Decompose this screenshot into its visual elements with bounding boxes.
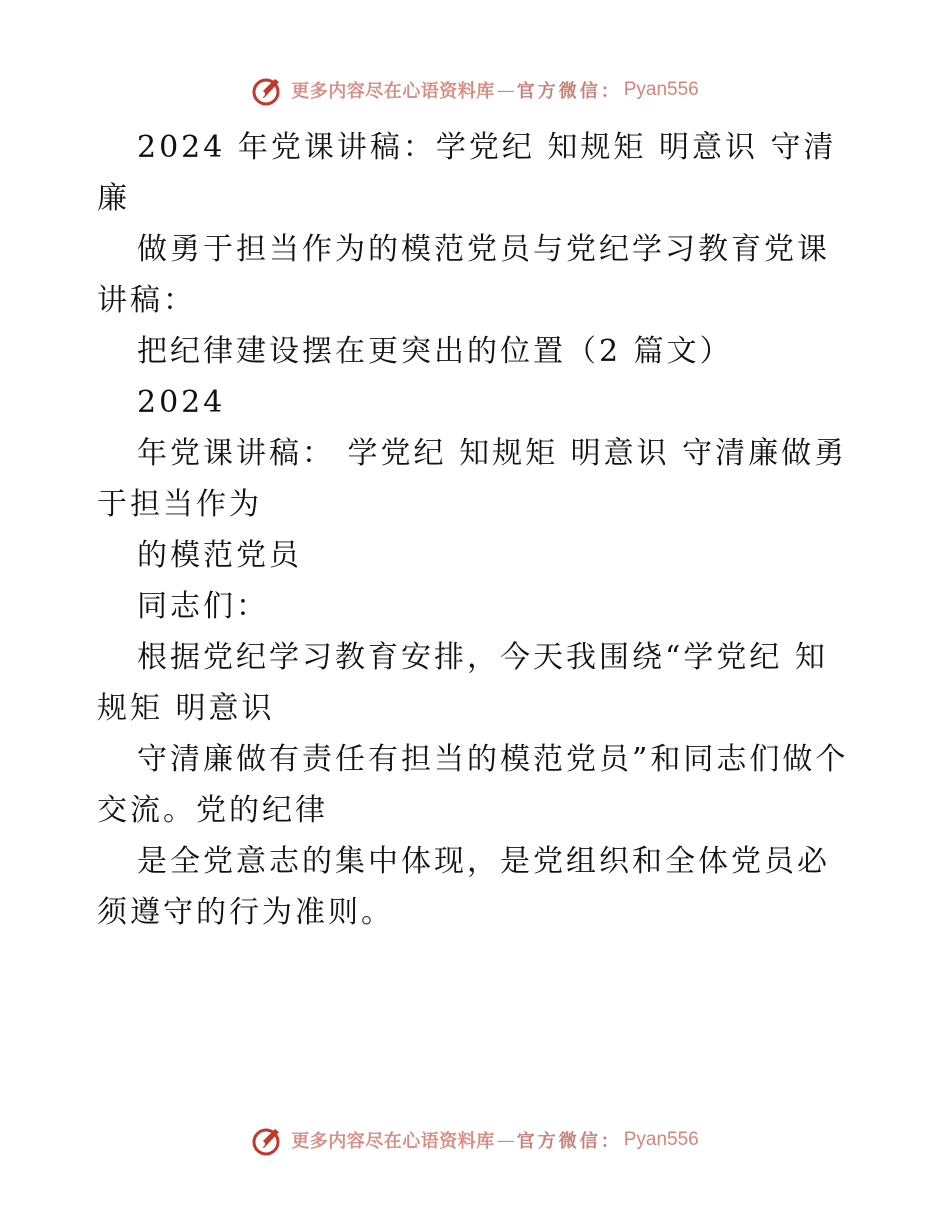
document-body (97, 122, 857, 938)
doc-title-paragraph: 2024 年党课讲稿：学党纪 知规矩 明意识 守清廉 (97, 130, 837, 216)
watermark-brand-text: 更多内容尽在心语资料库 (291, 1131, 495, 1152)
watermark-dash: — (496, 79, 515, 101)
footer-watermark-banner (0, 1120, 950, 1160)
watermark-brand-text: 更多内容尽在心语资料库 (291, 81, 495, 102)
watermark-wechat-id: Pyan556 (623, 1129, 699, 1150)
doc-heading-paragraph: 年党课讲稿： 学党纪 知规矩 明意识 守清廉做勇于担当作为 (97, 436, 848, 522)
watermark-dash: — (496, 1129, 515, 1151)
watermark-wechat-label: 官方微信： (516, 1131, 622, 1152)
doc-year-line: 2024 (137, 385, 226, 420)
quill-logo-icon (251, 1123, 285, 1157)
doc-salutation: 同志们： (137, 589, 269, 624)
watermark-wechat-label: 官方微信： (516, 81, 622, 102)
header-watermark-banner (0, 70, 950, 110)
doc-body-paragraph: 根据党纪学习教育安排，今天我围绕“学党纪 知规矩 明意识 (97, 640, 828, 726)
doc-body-paragraph: 守清廉做有责任有担当的模范党员”和同志们做个交流。党的纪律 (97, 742, 849, 828)
quill-logo-icon (251, 73, 285, 107)
watermark-wechat-id: Pyan556 (623, 79, 699, 100)
doc-heading-continuation: 的模范党员 (137, 538, 302, 573)
doc-body-paragraph: 是全党意志的集中体现，是党组织和全体党员必须遵守的行为准则。 (97, 844, 830, 930)
doc-subtitle-line: 把纪律建设摆在更突出的位置（2 篇文） (137, 334, 733, 369)
doc-subtitle-paragraph: 做勇于担当作为的模范党员与党纪学习教育党课讲稿： (97, 232, 830, 318)
